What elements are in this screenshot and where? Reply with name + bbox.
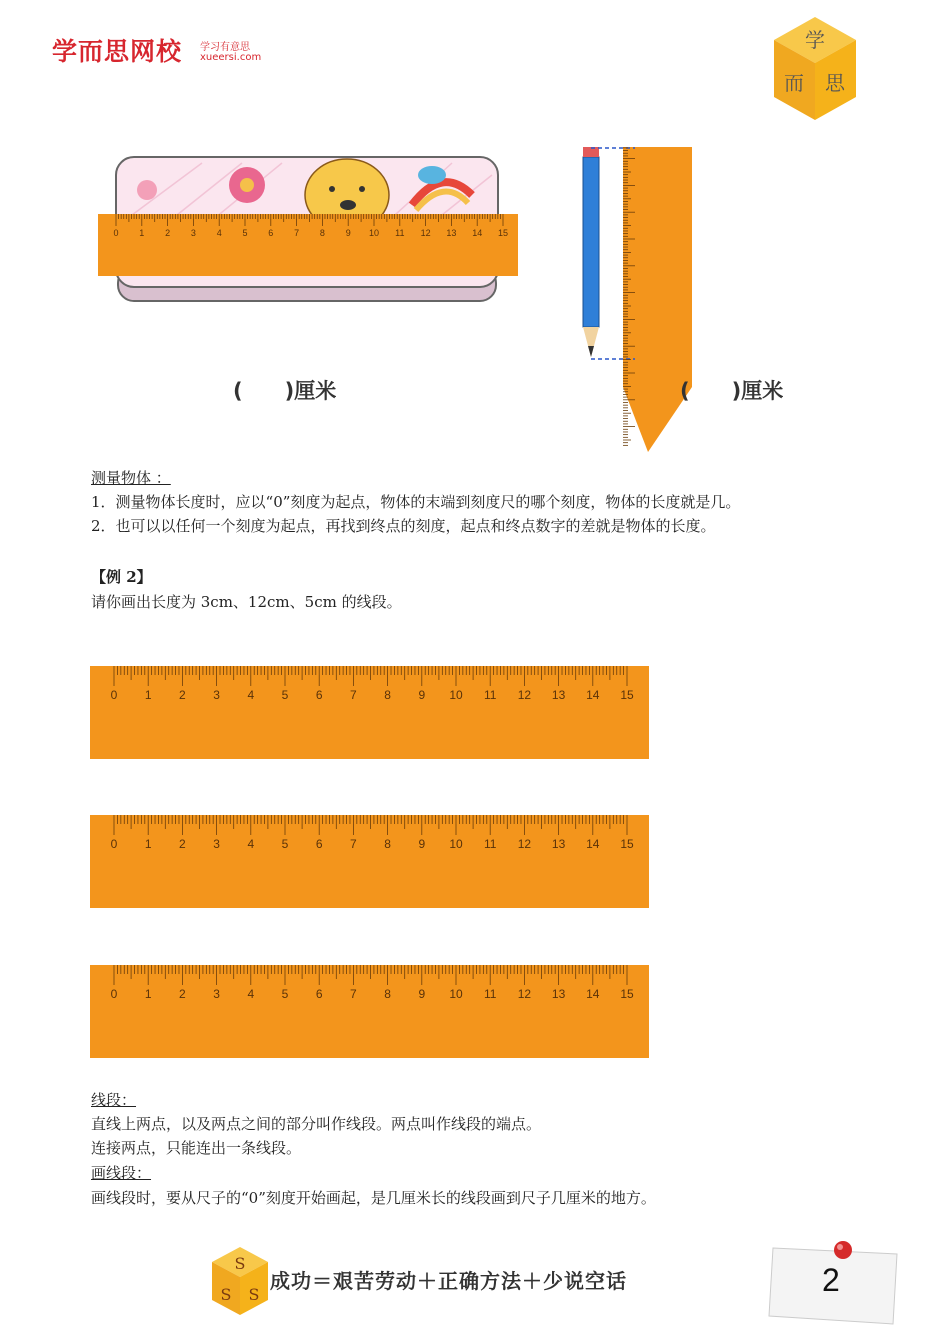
ruler-label: 6 [315, 837, 323, 851]
ruler-label: 14 [586, 837, 600, 851]
brand-cube-icon [770, 15, 860, 125]
ruler-label: 12 [420, 228, 431, 238]
cube-char-right: 思 [825, 71, 845, 95]
answer-blank-2[interactable]: ( )厘米 [680, 379, 784, 403]
ruler-label: 3 [213, 837, 220, 851]
ruler-label: 7 [350, 987, 357, 1001]
ruler-label: 5 [242, 228, 248, 238]
ruler-label: 9 [418, 987, 426, 1001]
ruler-label: 11 [483, 837, 497, 851]
ruler-label: 10 [449, 987, 463, 1001]
svg-text:S: S [248, 1285, 260, 1304]
ruler-label: 2 [179, 987, 186, 1001]
example-label: 【例 2】 [91, 568, 152, 586]
draw-segment-heading: 画线段： [91, 1164, 152, 1182]
ruler-label: 0 [110, 688, 118, 702]
ruler-label: 3 [213, 688, 220, 702]
ruler-label: 8 [384, 837, 391, 851]
butterfly-icon [418, 166, 446, 184]
example-prompt: 请你画出长度为 3cm、12cm、5cm 的线段。 [91, 593, 402, 611]
cube-char-top: 学 [805, 28, 825, 52]
ruler-label: 4 [247, 688, 255, 702]
ruler-label: 8 [384, 987, 391, 1001]
page-number: 2 [822, 1262, 840, 1298]
ruler-label: 14 [586, 688, 600, 702]
logo-url: xueersi.com [200, 52, 262, 63]
ruler-label: 15 [497, 228, 509, 238]
pencil-case-ruler [98, 214, 518, 276]
ruler-label: 0 [110, 987, 118, 1001]
ruler-1[interactable] [90, 666, 649, 759]
ruler-label: 10 [368, 228, 380, 238]
ruler-label: 13 [446, 228, 457, 238]
ruler-label: 6 [268, 228, 274, 238]
pushpin-icon [834, 1241, 852, 1259]
answer-blank-1[interactable]: ( )厘米 [233, 379, 337, 403]
pencil-vertical-ruler-illustration [580, 147, 700, 457]
ruler-label: 9 [345, 228, 351, 238]
cube-char-left: 而 [784, 71, 804, 95]
ruler-label: 12 [517, 837, 532, 851]
ruler-label: 0 [110, 837, 118, 851]
ruler-label: 13 [551, 987, 566, 1001]
logo-text: 学而思网校 [52, 37, 183, 66]
ruler-2[interactable] [90, 815, 649, 908]
ruler-label: 5 [281, 837, 289, 851]
ruler-label: 7 [350, 688, 357, 702]
ruler-label: 1 [144, 837, 152, 851]
ruler-label: 13 [551, 837, 566, 851]
svg-text:S: S [234, 1254, 246, 1273]
ruler-label: 3 [213, 987, 220, 1001]
ruler-label: 7 [350, 837, 357, 851]
ruler-label: 10 [449, 837, 463, 851]
ruler-label: 1 [139, 228, 145, 238]
ruler-label: 9 [418, 688, 426, 702]
pencil-icon [583, 157, 599, 327]
ruler-label: 10 [449, 688, 463, 702]
segment-uniqueness: 连接两点，只能连出一条线段。 [91, 1139, 302, 1157]
ruler-label: 6 [315, 688, 323, 702]
svg-text:S: S [220, 1285, 232, 1304]
ruler-label: 1 [144, 987, 152, 1001]
ruler-label: 9 [418, 837, 426, 851]
ruler-label: 11 [483, 987, 497, 1001]
footer-motto: 成功＝艰苦劳动＋正确方法＋少说空话 [270, 1269, 627, 1293]
sss-cube-icon [210, 1245, 270, 1317]
ruler-label: 14 [472, 228, 483, 238]
segment-heading: 线段： [91, 1091, 137, 1109]
draw-segment-rule: 画线段时，要从尺子的“0”刻度开始画起，是几厘米长的线段画到尺子几厘米的地方。 [91, 1189, 656, 1207]
ruler-label: 5 [281, 688, 289, 702]
measure-heading: 测量物体 ： [91, 469, 171, 487]
ruler-label: 4 [216, 228, 222, 238]
ruler-label: 12 [517, 987, 532, 1001]
ruler-label: 3 [190, 228, 196, 238]
ruler-label: 2 [165, 228, 171, 238]
measure-rule-1: 1．测量物体长度时，应以“0”刻度为起点，物体的末端到刻度尺的哪个刻度，物体的长度就是几。 [91, 493, 741, 511]
ruler-label: 11 [395, 228, 405, 238]
ruler-label: 8 [319, 228, 325, 238]
ruler-label: 8 [384, 688, 391, 702]
ruler-label: 13 [551, 688, 566, 702]
segment-definition: 直线上两点，以及两点之间的部分叫作线段。两点叫作线段的端点。 [91, 1115, 542, 1133]
ruler-label: 7 [294, 228, 300, 238]
ruler-label: 15 [620, 688, 634, 702]
ruler-label: 11 [483, 688, 497, 702]
ruler-label: 15 [620, 837, 634, 851]
logo-slogan: 学习有意思 [200, 42, 250, 53]
ruler-label: 4 [247, 837, 255, 851]
measure-rule-2: 2．也可以以任何一个刻度为起点，再找到终点的刻度，起点和终点数字的差就是物体的长度。 [91, 517, 716, 535]
ruler-label: 2 [179, 688, 186, 702]
ruler-label: 5 [281, 987, 289, 1001]
ruler-3[interactable] [90, 965, 649, 1058]
ruler-label: 6 [315, 987, 323, 1001]
ruler-label: 1 [144, 688, 152, 702]
ruler-label: 15 [620, 987, 634, 1001]
ruler-label: 14 [586, 987, 600, 1001]
ruler-label: 0 [113, 228, 119, 238]
ruler-label: 2 [179, 837, 186, 851]
ruler-label: 4 [247, 987, 255, 1001]
ruler-label: 12 [517, 688, 532, 702]
